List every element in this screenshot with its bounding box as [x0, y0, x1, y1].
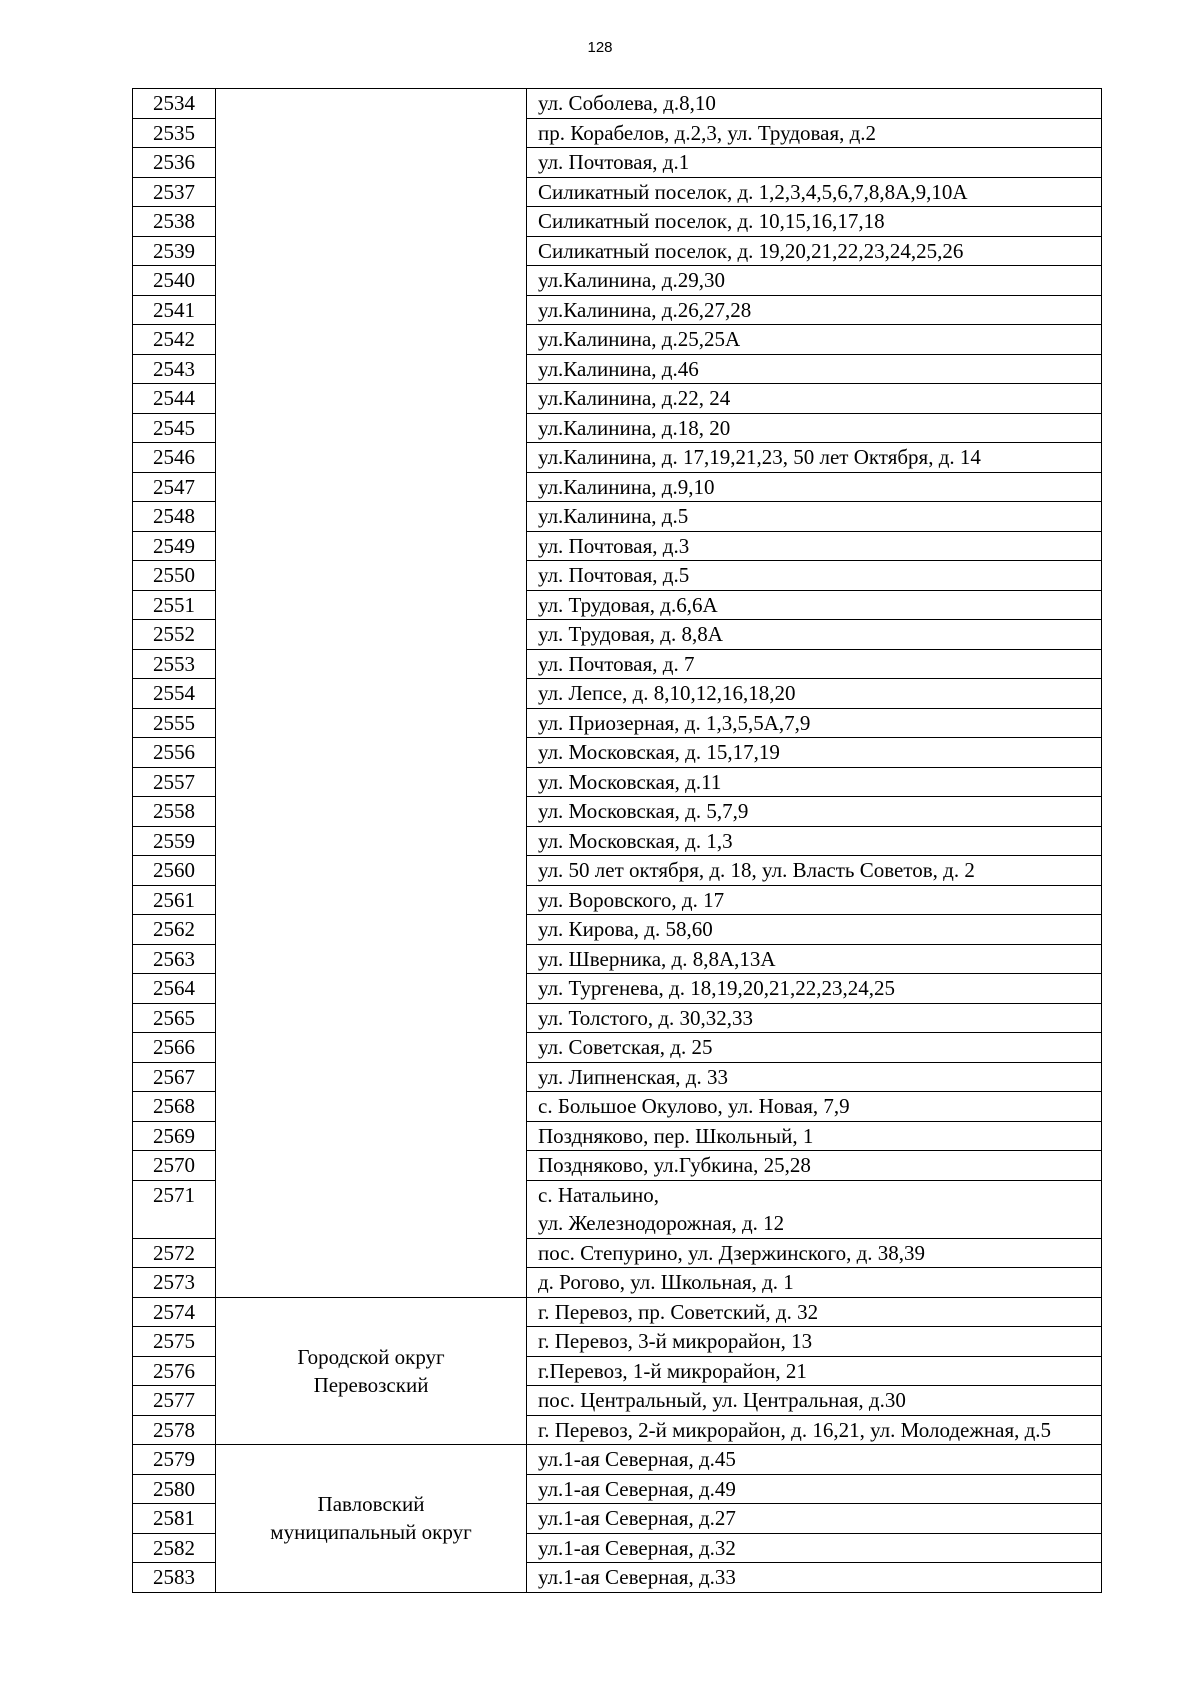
row-number: 2548: [133, 502, 216, 532]
row-number: 2579: [133, 1445, 216, 1475]
address-cell: ул.1-ая Северная, д.45: [527, 1445, 1102, 1475]
row-number: 2542: [133, 325, 216, 355]
row-number: 2568: [133, 1092, 216, 1122]
row-number: 2564: [133, 974, 216, 1004]
district-cell: Павловский муниципальный округ: [216, 1445, 527, 1593]
row-number: 2566: [133, 1033, 216, 1063]
row-number: 2538: [133, 207, 216, 237]
address-cell: ул. Московская, д. 1,3: [527, 826, 1102, 856]
row-number: 2577: [133, 1386, 216, 1416]
row-number: 2570: [133, 1151, 216, 1181]
row-number: 2540: [133, 266, 216, 296]
row-number: 2578: [133, 1415, 216, 1445]
page-number: 128: [587, 39, 613, 56]
row-number: 2580: [133, 1474, 216, 1504]
address-cell: Поздняково, ул.Губкина, 25,28: [527, 1151, 1102, 1181]
address-line: ул. Железнодорожная, д. 12: [538, 1211, 785, 1235]
row-number: 2535: [133, 118, 216, 148]
address-cell: ул.Калинина, д.5: [527, 502, 1102, 532]
row-number: 2572: [133, 1238, 216, 1268]
address-cell: ул. Толстого, д. 30,32,33: [527, 1003, 1102, 1033]
address-cell: пос. Степурино, ул. Дзержинского, д. 38,39: [527, 1238, 1102, 1268]
row-number: 2581: [133, 1504, 216, 1534]
row-number: 2583: [133, 1563, 216, 1593]
row-number: 2562: [133, 915, 216, 945]
row-number: 2557: [133, 767, 216, 797]
row-number: 2582: [133, 1533, 216, 1563]
address-cell: пр. Корабелов, д.2,3, ул. Трудовая, д.2: [527, 118, 1102, 148]
address-cell: ул.Калинина, д.29,30: [527, 266, 1102, 296]
address-cell: ул. Почтовая, д.1: [527, 148, 1102, 178]
district-cell: Городской округ Перевозский: [216, 1297, 527, 1445]
address-table: [132, 88, 1102, 1593]
address-cell: [527, 1180, 1102, 1238]
address-cell: ул. Соболева, д.8,10: [527, 89, 1102, 119]
address-cell: Силикатный поселок, д. 10,15,16,17,18: [527, 207, 1102, 237]
district-cell: [216, 89, 527, 1298]
address-cell: ул.Калинина, д.22, 24: [527, 384, 1102, 414]
row-number: 2543: [133, 354, 216, 384]
address-cell: Силикатный поселок, д. 1,2,3,4,5,6,7,8,8А,9,10А: [527, 177, 1102, 207]
row-number: 2574: [133, 1297, 216, 1327]
address-cell: ул. Советская, д. 25: [527, 1033, 1102, 1063]
address-table-body: [133, 89, 1102, 1593]
row-number: 2554: [133, 679, 216, 709]
address-cell: ул.Калинина, д.9,10: [527, 472, 1102, 502]
address-cell: ул. Воровского, д. 17: [527, 885, 1102, 915]
row-number: 2555: [133, 708, 216, 738]
address-cell: г. Перевоз, пр. Советский, д. 32: [527, 1297, 1102, 1327]
address-cell: ул. Трудовая, д.6,6А: [527, 590, 1102, 620]
address-cell: д. Рогово, ул. Школьная, д. 1: [527, 1268, 1102, 1298]
row-number: 2541: [133, 295, 216, 325]
row-number: 2550: [133, 561, 216, 591]
row-number: 2545: [133, 413, 216, 443]
row-number: 2534: [133, 89, 216, 119]
row-number: 2544: [133, 384, 216, 414]
address-cell: ул. Московская, д.11: [527, 767, 1102, 797]
address-cell: ул.1-ая Северная, д.32: [527, 1533, 1102, 1563]
row-number: 2553: [133, 649, 216, 679]
row-number: 2573: [133, 1268, 216, 1298]
address-cell: Силикатный поселок, д. 19,20,21,22,23,24,25,26: [527, 236, 1102, 266]
table-row: [133, 1297, 1102, 1327]
row-number: 2565: [133, 1003, 216, 1033]
address-cell: ул. Липненская, д. 33: [527, 1062, 1102, 1092]
row-number: 2560: [133, 856, 216, 886]
row-number: 2571: [133, 1180, 216, 1238]
row-number: 2539: [133, 236, 216, 266]
row-number: 2567: [133, 1062, 216, 1092]
address-cell: ул. Шверника, д. 8,8А,13А: [527, 944, 1102, 974]
address-cell: ул.1-ая Северная, д.33: [527, 1563, 1102, 1593]
address-cell: с. Большое Окулово, ул. Новая, 7,9: [527, 1092, 1102, 1122]
address-cell: Поздняково, пер. Школьный, 1: [527, 1121, 1102, 1151]
address-cell: ул. Московская, д. 15,17,19: [527, 738, 1102, 768]
row-number: 2546: [133, 443, 216, 473]
row-number: 2559: [133, 826, 216, 856]
address-cell: ул. Почтовая, д. 7: [527, 649, 1102, 679]
row-number: 2561: [133, 885, 216, 915]
row-number: 2537: [133, 177, 216, 207]
address-line: с. Натальино,: [538, 1182, 659, 1207]
address-cell: ул.Калинина, д.46: [527, 354, 1102, 384]
row-number: 2576: [133, 1356, 216, 1386]
row-number: 2569: [133, 1121, 216, 1151]
address-cell: г. Перевоз, 2-й микрорайон, д. 16,21, ул. Молодежная, д.5: [527, 1415, 1102, 1445]
address-cell: ул. Лепсе, д. 8,10,12,16,18,20: [527, 679, 1102, 709]
row-number: 2551: [133, 590, 216, 620]
row-number: 2552: [133, 620, 216, 650]
address-cell: пос. Центральный, ул. Центральная, д.30: [527, 1386, 1102, 1416]
address-cell: ул. 50 лет октября, д. 18, ул. Власть Советов, д. 2: [527, 856, 1102, 886]
address-cell: ул. Московская, д. 5,7,9: [527, 797, 1102, 827]
address-cell: ул.1-ая Северная, д.49: [527, 1474, 1102, 1504]
address-cell: ул. Почтовая, д.3: [527, 531, 1102, 561]
row-number: 2549: [133, 531, 216, 561]
address-cell: ул. Тургенева, д. 18,19,20,21,22,23,24,25: [527, 974, 1102, 1004]
row-number: 2547: [133, 472, 216, 502]
table-row: [133, 1445, 1102, 1475]
row-number: 2558: [133, 797, 216, 827]
row-number: 2556: [133, 738, 216, 768]
address-cell: ул.Калинина, д.25,25А: [527, 325, 1102, 355]
table-row: [133, 89, 1102, 119]
address-cell: ул.Калинина, д.26,27,28: [527, 295, 1102, 325]
address-cell: ул. Трудовая, д. 8,8А: [527, 620, 1102, 650]
address-cell: ул. Почтовая, д.5: [527, 561, 1102, 591]
address-cell: г.Перевоз, 1-й микрорайон, 21: [527, 1356, 1102, 1386]
address-cell: г. Перевоз, 3-й микрорайон, 13: [527, 1327, 1102, 1357]
address-cell: ул. Кирова, д. 58,60: [527, 915, 1102, 945]
row-number: 2536: [133, 148, 216, 178]
row-number: 2563: [133, 944, 216, 974]
address-cell: ул. Приозерная, д. 1,3,5,5А,7,9: [527, 708, 1102, 738]
address-cell: ул.Калинина, д. 17,19,21,23, 50 лет Октября, д. 14: [527, 443, 1102, 473]
row-number: 2575: [133, 1327, 216, 1357]
address-cell: ул.Калинина, д.18, 20: [527, 413, 1102, 443]
address-cell: ул.1-ая Северная, д.27: [527, 1504, 1102, 1534]
